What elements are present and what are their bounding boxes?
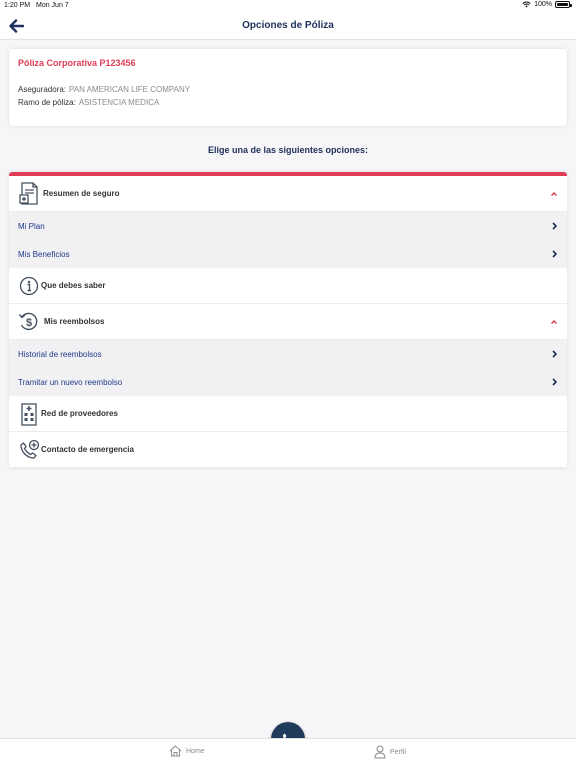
submenu-item-mis-beneficios[interactable] xyxy=(9,240,567,268)
menu-item-label: Red de proveedores xyxy=(41,409,118,418)
chevron-up-icon[interactable] xyxy=(550,190,558,198)
insurer-value: PAN AMERICAN LIFE COMPANY xyxy=(69,85,191,94)
branch-row xyxy=(18,98,159,107)
menu-item-contacto-emergencia[interactable] xyxy=(9,432,567,468)
home-icon xyxy=(169,745,182,757)
branch-label: Ramo de póliza: xyxy=(18,98,76,107)
menu-item-reembolsos[interactable] xyxy=(9,304,567,340)
battery-percent: 100% xyxy=(534,1,552,8)
submenu-item-mi-plan[interactable] xyxy=(9,212,567,240)
battery-fill xyxy=(557,3,568,6)
submenu-item-historial[interactable] xyxy=(9,340,567,368)
policy-card xyxy=(9,49,567,126)
page-title: Opciones de Póliza xyxy=(242,20,334,31)
wifi-icon xyxy=(522,1,531,8)
chevron-right-icon xyxy=(551,350,558,358)
tab-perfil-label: Perfil xyxy=(390,748,406,756)
tab-home-label: Home xyxy=(186,747,205,755)
menu-item-label: Que debes saber xyxy=(41,281,106,290)
menu-item-label: Mis reembolsos xyxy=(44,317,105,326)
status-bar xyxy=(0,0,576,12)
status-time: 1:20 PM xyxy=(4,2,31,9)
submenu-item-tramitar[interactable] xyxy=(9,368,567,396)
user-icon xyxy=(374,745,386,759)
status-right xyxy=(522,1,570,8)
medical-document-icon xyxy=(18,182,40,206)
branch-value: ASISTENCIA MEDICA xyxy=(78,98,160,107)
menu-item-label: Resumen de seguro xyxy=(43,189,120,198)
menu-item-red-proveedores[interactable] xyxy=(9,396,567,432)
chevron-right-icon xyxy=(551,222,558,230)
tab-perfil[interactable] xyxy=(374,745,406,759)
options-menu xyxy=(9,172,567,468)
status-date: Mon Jun 7 xyxy=(36,2,69,9)
refund-dollar-icon xyxy=(18,310,40,334)
chevron-up-icon[interactable] xyxy=(550,318,558,326)
svg-text:$: $ xyxy=(25,317,33,329)
tab-bar xyxy=(0,738,576,768)
navigation-bar xyxy=(0,12,576,40)
submenu-item-label: Historial de reembolsos xyxy=(18,349,102,359)
choose-prompt: Elige una de las siguientes opciones: xyxy=(207,145,369,155)
policy-name: Póliza Corporativa P123456 xyxy=(18,58,136,68)
battery-icon xyxy=(555,1,570,8)
insurer-label: Aseguradora: xyxy=(18,85,67,94)
emergency-phone-icon xyxy=(18,438,40,462)
menu-item-label: Contacto de emergencia xyxy=(41,445,134,454)
chevron-right-icon xyxy=(551,378,558,386)
submenu-item-label: Mis Beneficios xyxy=(18,249,70,259)
menu-item-que-debes-saber[interactable] xyxy=(9,268,567,304)
submenu-item-label: Mi Plan xyxy=(18,221,45,231)
hospital-building-icon xyxy=(18,402,40,426)
tab-home[interactable] xyxy=(169,745,205,757)
info-icon xyxy=(18,274,40,298)
chevron-right-icon xyxy=(551,250,558,258)
insurer-row xyxy=(18,85,190,94)
submenu-item-label: Tramitar un nuevo reembolso xyxy=(18,377,123,387)
menu-item-resumen[interactable] xyxy=(9,176,567,212)
